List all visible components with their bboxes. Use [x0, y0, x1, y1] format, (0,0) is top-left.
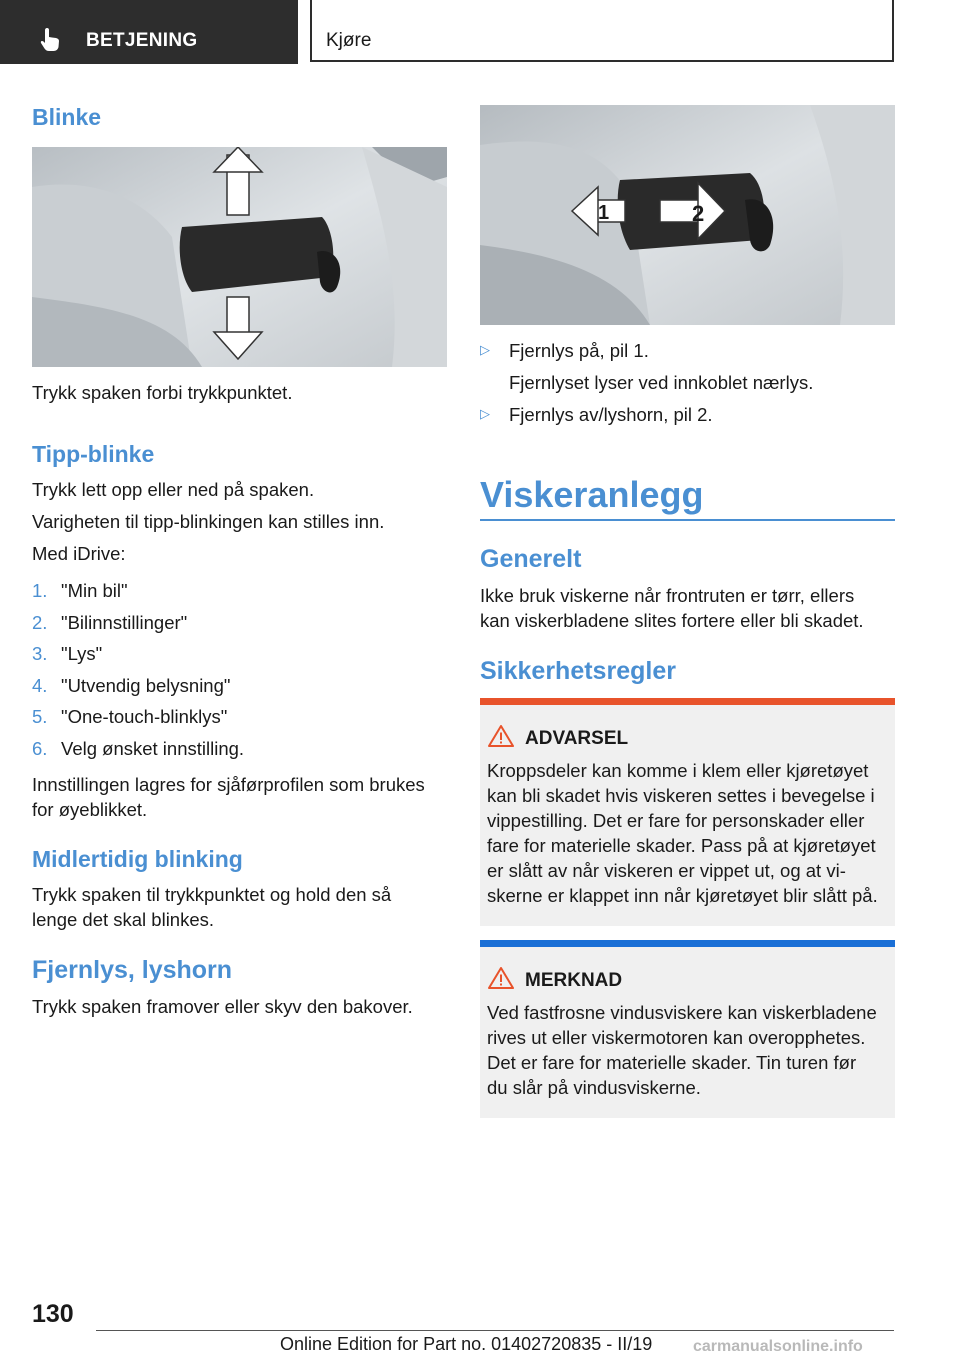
arrow-label-1: 1 [598, 202, 610, 224]
sikkerhetsregler-heading: Sikkerhetsregler [480, 657, 676, 685]
section-divider [480, 519, 895, 521]
tipp-heading: Tipp-blinke [32, 441, 155, 467]
list-item: 2. "Bilinnstillinger" [32, 611, 188, 633]
list-item: ▷ Fjernlys på, pil 1. [480, 340, 649, 361]
page-number: 130 [32, 1300, 74, 1328]
notice-line-2: rives ut eller viskermotoren kan overopphetes. [487, 1027, 866, 1048]
blinke-heading: Blinke [32, 104, 102, 130]
warning-line-2: kan bli skadet hvis viskeren settes i bevegelse i [487, 785, 875, 806]
chapter-header [310, 0, 894, 62]
high-beam-bullets [480, 340, 895, 436]
blinke-text: Trykk spaken forbi trykkpunktet. [32, 382, 293, 403]
notice-title: MERKNAD [525, 970, 623, 991]
notice-bar [480, 940, 895, 947]
lever-forward-back-illustration [480, 105, 895, 325]
list-item: 6. Velg ønsket innstilling. [32, 737, 245, 759]
warning-triangle-icon [488, 724, 514, 748]
warning-box [480, 698, 895, 926]
warning-line-3: vippestilling. Det er fare for personskader eller [487, 810, 865, 831]
warning-line-5: er slått av når viskeren er vippet ut, og at vi- [487, 860, 846, 881]
profile-line-2: for øyeblikket. [32, 799, 148, 820]
notice-box [480, 940, 895, 1118]
midlertidig-line-2: lenge det skal blinkes. [32, 909, 215, 930]
generelt-heading: Generelt [480, 545, 582, 573]
notice-line-1: Ved fastfrosne vindusviskere kan viskerbladene [487, 1002, 877, 1023]
footer-rule [96, 1330, 894, 1331]
edition-text: Online Edition for Part no. 01402720835 - II/19 [280, 1334, 653, 1354]
tipp-text-1: Trykk lett opp eller ned på spaken. [32, 479, 315, 500]
generelt-line-2: kan viskerbladene slites fortere eller bli skadet. [480, 610, 864, 631]
warning-title: ADVARSEL [525, 728, 629, 749]
warning-line-4: fare for materielle skader. Pass på at kjøretøyet [487, 835, 876, 856]
hand-pointer-icon [38, 26, 64, 52]
fjernlys-heading: Fjernlys, lyshorn [32, 956, 233, 984]
list-item: ▷ Fjernlys av/lyshorn, pil 2. [480, 404, 713, 425]
section-tab [0, 0, 298, 64]
profile-line-1: Innstillingen lagres for sjåførprofilen som brukes [32, 774, 425, 795]
generelt-line-1: Ikke bruk viskerne når frontruten er tørr, ellers [480, 585, 855, 606]
chapter-title: Kjøre [326, 30, 372, 51]
notice-line-4: du slår på vindusviskerne. [487, 1077, 701, 1098]
idrive-steps-list [32, 580, 447, 769]
tipp-text-3: Med iDrive: [32, 543, 126, 564]
section-label: BETJENING [86, 30, 198, 51]
turn-signal-photo [32, 147, 447, 367]
high-beam-photo [480, 105, 895, 325]
arrow-label-2: 2 [692, 201, 705, 226]
tipp-text-2: Varigheten til tipp-blinkingen kan stilles inn. [32, 511, 385, 532]
triangle-bullet-icon: ▷ [480, 342, 490, 357]
lever-up-down-illustration [32, 147, 447, 367]
warning-line-6: skerne er klappet inn når kjøretøyet blir slått på. [487, 885, 878, 906]
list-item: 1. "Min bil" [32, 580, 128, 601]
midlertidig-line-1: Trykk spaken til trykkpunktet og hold den så [32, 884, 392, 905]
list-item: 3. "Lys" [32, 643, 103, 664]
list-item: 5. "One-touch-blinklys" [32, 706, 228, 727]
notice-line-3: Det er fare for materielle skader. Tin turen før [487, 1052, 857, 1073]
fjernlys-text: Trykk spaken framover eller skyv den bakover. [32, 996, 413, 1017]
warning-bar [480, 698, 895, 705]
list-item: 4. "Utvendig belysning" [32, 674, 231, 696]
warning-line-1: Kroppsdeler kan komme i klem eller kjøretøyet [487, 760, 869, 781]
midlertidig-heading: Midlertidig blinking [32, 846, 243, 872]
viskeranlegg-heading: Viskeranlegg [480, 474, 704, 515]
watermark: carmanualsonline.info [693, 1338, 863, 1355]
list-item: Fjernlyset lyser ved innkoblet nærlys. [509, 372, 814, 393]
triangle-bullet-icon: ▷ [480, 406, 490, 421]
notice-triangle-icon [488, 966, 514, 990]
